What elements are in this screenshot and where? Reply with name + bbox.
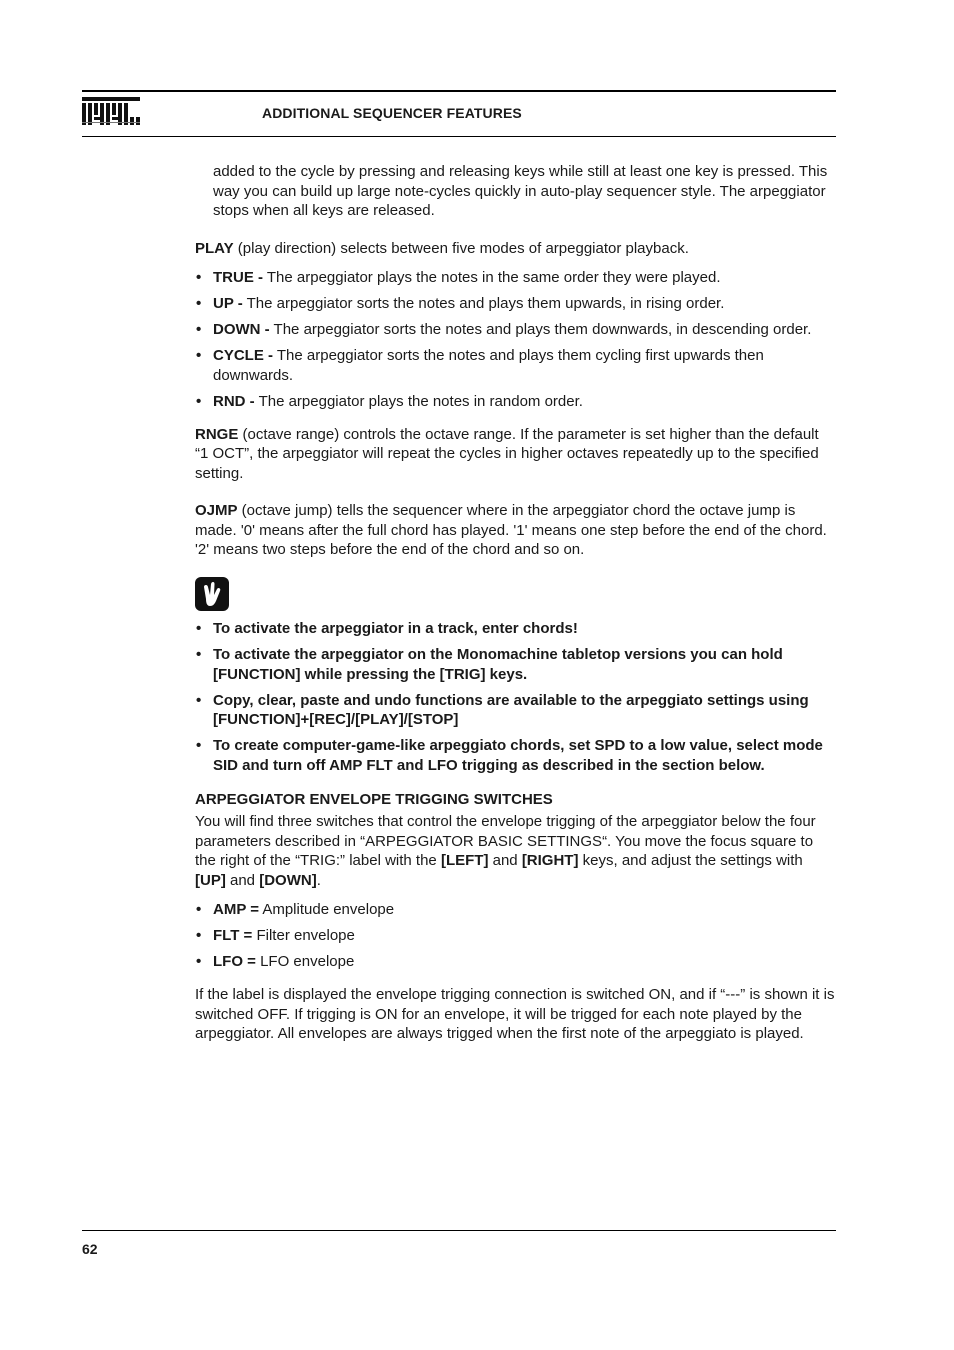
envelope-paragraph: You will find three switches that control the envelope trigging of the arpeggiator below the four parameters described in “ARPEGGIATOR BASIC SETTINGS“. You move the focus square to the right of the “TRIG:” label with the [LEFT] and [RIGHT] keys, and adjust the settings with [UP] and [DOWN]. bbox=[195, 812, 816, 889]
rnge-paragraph: RNGE (octave range) controls the octave range. If the parameter is set higher than the default “1 OCT”, the arpeggiator will repeat the cycles in higher octaves repeatedly up to the specified setting. bbox=[195, 425, 819, 482]
page-content bbox=[195, 162, 835, 1044]
footer-rule bbox=[82, 1230, 836, 1231]
play-text: (play direction) selects between five modes of arpeggiator playback. bbox=[233, 239, 689, 257]
list-item: • LFO = LFO envelope bbox=[195, 952, 835, 972]
play-paragraph bbox=[195, 239, 835, 259]
note-list bbox=[195, 619, 835, 775]
list-item: • To activate the arpeggiator in a track, enter chords! bbox=[195, 619, 835, 639]
list-item: • CYCLE - The arpeggiator sorts the notes and plays them cycling first upwards then downwards. bbox=[195, 346, 835, 385]
list-item: • To create computer-game-like arpeggiato chords, set SPD to a low value, select mode SID and turn off AMP FLT and LFO trigging as described in the section below. bbox=[195, 736, 835, 775]
header-top-rule bbox=[82, 90, 836, 92]
play-term: PLAY bbox=[195, 239, 234, 257]
list-item: • FLT = Filter envelope bbox=[195, 926, 835, 946]
ojmp-paragraph: OJMP (octave jump) tells the sequencer where in the arpeggiator chord the octave jump is made. '0' means after the full chord has played. '1' means one step before the end of the chord. '2' means two steps before the end of the chord and so on. bbox=[195, 502, 827, 559]
closing-paragraph: If the label is displayed the envelope trigging connection is switched ON, and if “---” is shown it is switched OFF. If trigging is ON for an envelope, it will be trigged for each note played by the arpeggiator. All envelopes are always trigged when the first note of the arpeggiato is played. bbox=[195, 985, 835, 1043]
header-title: ADDITIONAL SEQUENCER FEATURES bbox=[262, 105, 522, 121]
page-number: 62 bbox=[82, 1241, 98, 1257]
intro-paragraph: added to the cycle by pressing and releasing keys while still at least one key is pressed. This way you can build up large note-cycles quickly in auto-play sequencer style. The arpeggiator stops when all keys are released. bbox=[213, 163, 828, 220]
hand-note-icon bbox=[195, 577, 229, 611]
list-item: • TRUE - The arpeggiator plays the notes in the same order they were played. bbox=[195, 268, 835, 288]
play-mode-list bbox=[195, 268, 835, 411]
list-item: • RND - The arpeggiator plays the notes in random order. bbox=[195, 392, 835, 412]
list-item: • To activate the arpeggiator on the Monomachine tabletop versions you can hold [FUNCTION] while pressing the [TRIG] keys. bbox=[195, 645, 835, 684]
list-item: • AMP = Amplitude envelope bbox=[195, 900, 835, 920]
section-heading: ARPEGGIATOR ENVELOPE TRIGGING SWITCHES bbox=[195, 791, 553, 809]
list-item: • Copy, clear, paste and undo functions are available to the arpeggiato settings using [FUNCTION]+[REC]/[PLAY]/[STOP] bbox=[195, 691, 835, 730]
envelope-list bbox=[195, 900, 835, 972]
list-item: • DOWN - The arpeggiator sorts the notes and plays them downwards, in descending order. bbox=[195, 320, 835, 340]
header-bottom-rule bbox=[82, 136, 836, 137]
elektron-logo-icon bbox=[82, 97, 140, 127]
list-item: • UP - The arpeggiator sorts the notes and plays them upwards, in rising order. bbox=[195, 294, 835, 314]
